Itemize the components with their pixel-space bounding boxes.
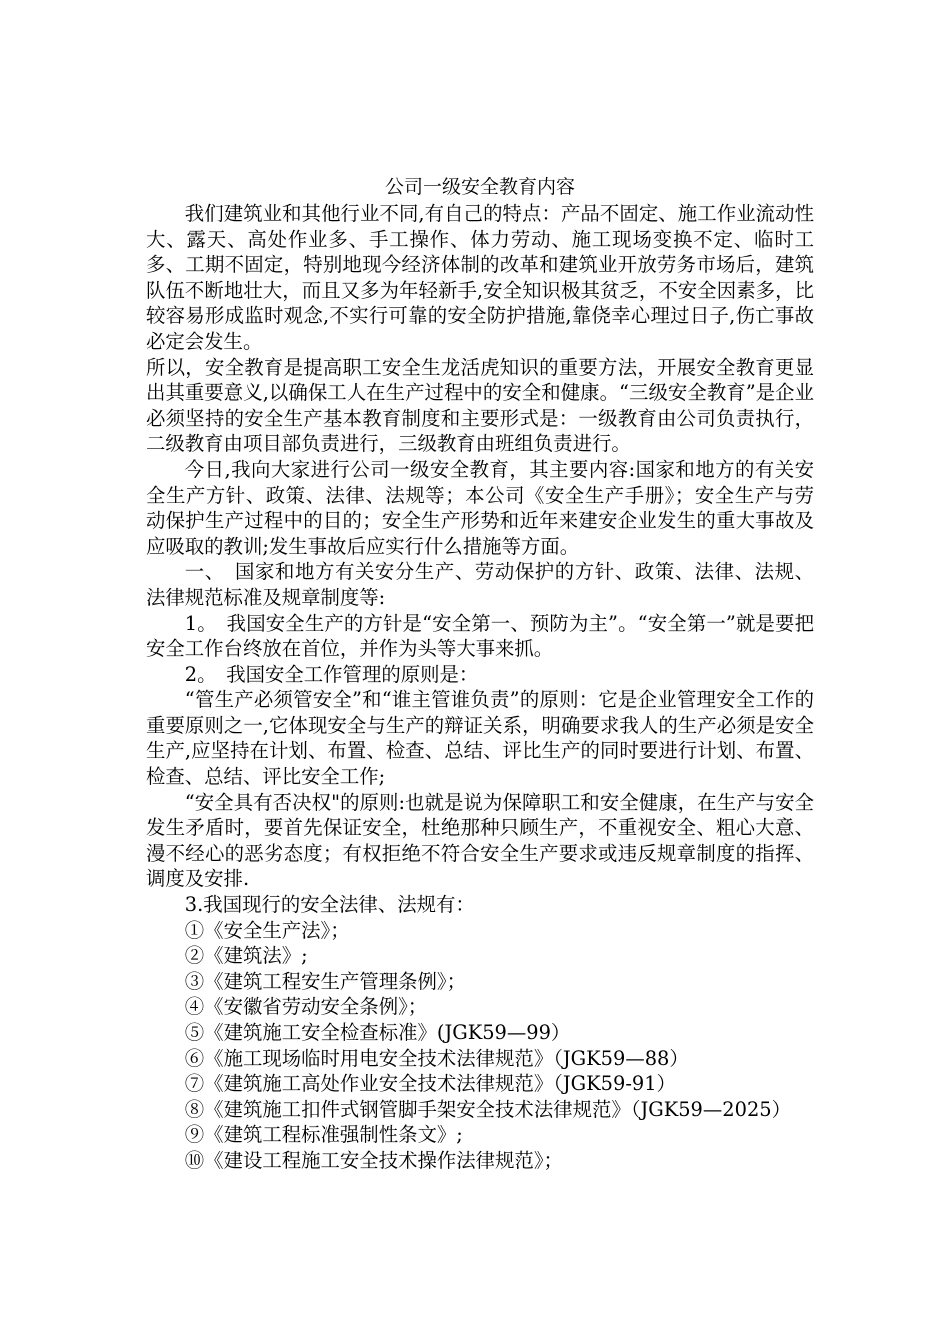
today-content-paragraph: 今日,我向大家进行公司一级安全教育，其主要内容:国家和地方的有关安全生产方针、政策、法律、法规等；本公司《安全生产手册》；安全生产与劳动保护生产过程中的目的；安全生产形势和近年来建安企业发生的重大事故及应吸取的教训;发生事故后应实行什么措施等方面。: [146, 457, 814, 558]
law-item: ⑤《建筑施工安全检查标准》(JGK59—99）: [184, 1021, 571, 1044]
law-item: ④《安徽省劳动安全条例》；: [184, 995, 428, 1019]
document-body: [146, 174, 814, 1174]
law-item: ⑥《施工现场临时用电安全技术法律规范》（JGK59—88）: [184, 1046, 689, 1070]
law-item: ①《安全生产法》；: [184, 918, 350, 942]
document-title: 公司一级安全教育内容: [384, 176, 575, 198]
law-item: ③《建筑工程安生产管理条例》；: [184, 969, 466, 993]
section-one-heading: 一、 国家和地方有关安分生产、劳动保护的方针、政策、法律、法规、法律规范标准及规章制度等:: [146, 560, 814, 609]
law-item: ⑩《建设工程施工安全技术操作法律规范》；: [184, 1148, 563, 1172]
intro-paragraph: 我们建筑业和其他行业不同,有自己的特点：产品不固定、施工作业流动性大、露天、高处作业多、手工操作、体力劳动、施工现场变换不定、临时工多、工期不固定，特别地现今经济体制的改革和建筑业开放劳务市场后，建筑队伍不断地壮大，而且又多为年轻新手,安全知识极其贫乏，不安全因素多，比较容易形成监时观念,不实行可靠的安全防护措施,靠侥幸心理过日子,伤亡事故必定会发生。: [146, 202, 814, 353]
laws-heading: 3.我国现行的安全法律、法规有：: [184, 893, 475, 917]
principle-heading: 2。 我国安全工作管理的原则是：: [184, 662, 479, 686]
safety-education-paragraph: 所以，安全教育是提高职工安全生龙活虎知识的重要方法，开展安全教育更显出其重要意义,以确保工人在生产过程中的安全和健康。“三级安全教育”是企业必须坚持的安全生产基本教育制度和主要形式是：一级教育由公司负责执行，二级教育由项目部负责进行，三级教育由班组负责进行。: [146, 355, 814, 456]
law-item: ⑦《建筑施工高处作业安全技术法律规范》（JGK59-91）: [184, 1072, 676, 1096]
law-item: ⑧《建筑施工扣件式钢管脚手架安全技术法律规范》（JGK59—2025）: [184, 1097, 792, 1121]
management-principle-paragraph: “管生产必须管安全”和“谁主管谁负责”的原则：它是企业管理安全工作的重要原则之一,它体现安全与生产的辩证关系，明确要求我人的生产必须是安全生产,应坚持在计划、布置、检查、总结、评比生产的同时要进行计划、布置、检查、总结、评比安全工作;: [146, 688, 814, 789]
veto-principle-paragraph: “安全具有否决权"的原则:也就是说为保障职工和安全健康，在生产与安全发生矛盾时，要首先保证安全，杜绝那种只顾生产，不重视安全、粗心大意、漫不经心的恶劣态度；有权拒绝不符合安全生产要求或违反规章制度的指挥、调度及安排.: [146, 790, 814, 891]
law-item: ⑨《建筑工程标准强制性条文》;: [184, 1123, 463, 1147]
law-item: ②《建筑法》;: [184, 944, 308, 968]
policy-paragraph: 1。 我国安全生产的方针是“安全第一、预防为主”。“安全第一”就是要把安全工作台终放在首位，并作为头等大事来抓。: [146, 611, 814, 661]
